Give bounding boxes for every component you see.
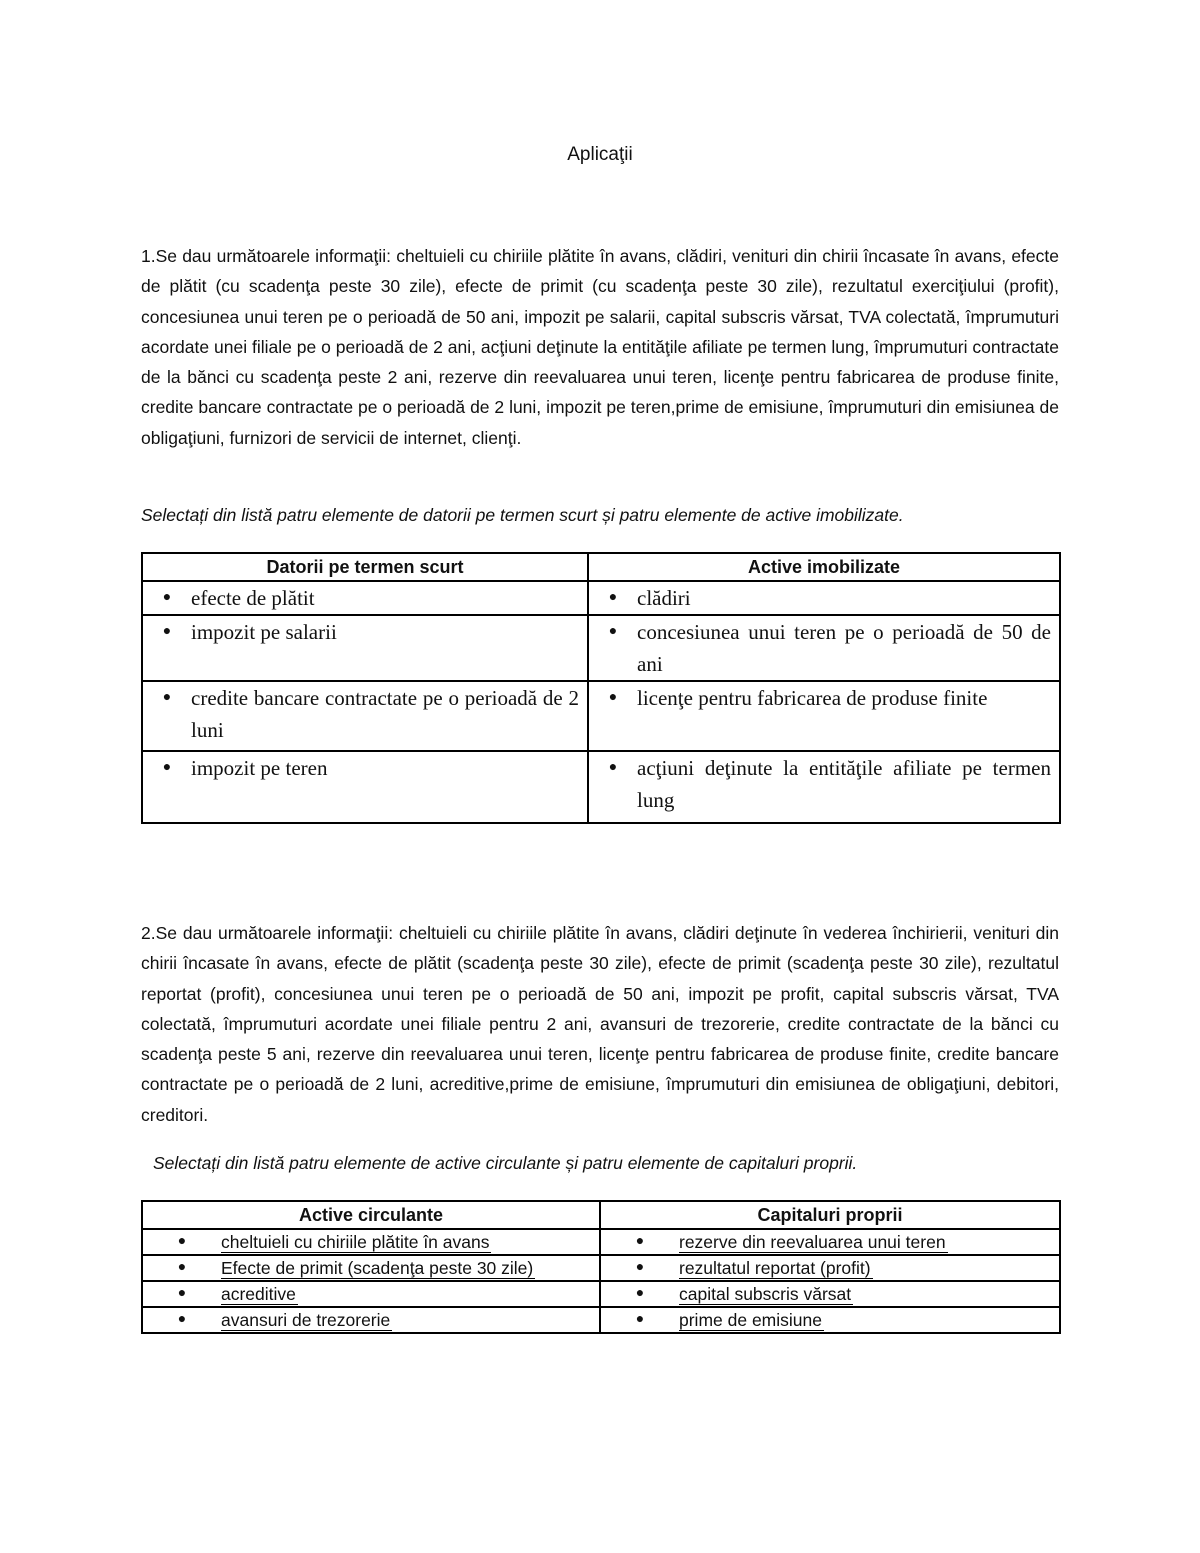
- exercise-1-table: [141, 552, 1061, 824]
- table-row: [142, 681, 1060, 751]
- table-cell: credite bancare contractate pe o perioadă de 2 luni: [191, 686, 579, 742]
- table-cell: efecte de plătit: [191, 586, 315, 610]
- table-row: [142, 581, 1060, 615]
- table-header-capitaluri-proprii: Capitaluri proprii: [600, 1201, 1060, 1229]
- bullet-icon: ●: [635, 1286, 645, 1301]
- table-cell: licenţe pentru fabricarea de produse finite: [637, 686, 988, 710]
- bullet-icon: ●: [162, 590, 172, 605]
- table-cell: impozit pe salarii: [191, 620, 337, 644]
- table-header-active-circulante: Active circulante: [142, 1201, 600, 1229]
- table-row: [142, 615, 1060, 681]
- exercise-2-instruction: Selectați din listă patru elemente de active circulante și patru elemente de capitaluri proprii.: [153, 1153, 858, 1173]
- table-cell: acţiuni deţinute la entităţile afiliate pe termen lung: [637, 756, 1051, 812]
- bullet-icon: ●: [608, 760, 618, 775]
- table-row: [142, 1307, 1060, 1333]
- table-cell: clădiri: [637, 586, 691, 610]
- bullet-icon: ●: [162, 624, 172, 639]
- bullet-icon: ●: [608, 624, 618, 639]
- bullet-icon: ●: [635, 1312, 645, 1327]
- bullet-icon: ●: [177, 1312, 187, 1327]
- table-row: [142, 1281, 1060, 1307]
- bullet-icon: ●: [177, 1286, 187, 1301]
- bullet-icon: ●: [608, 590, 618, 605]
- bullet-icon: ●: [635, 1260, 645, 1275]
- table-cell: concesiunea unui teren pe o perioadă de 50 de ani: [637, 620, 1051, 676]
- table-cell: prime de emisiune: [679, 1310, 822, 1330]
- table-cell: Efecte de primit (scadenţa peste 30 zile): [221, 1258, 534, 1278]
- table-row: [142, 751, 1060, 823]
- bullet-icon: ●: [162, 760, 172, 775]
- table-cell: impozit pe teren: [191, 756, 328, 780]
- exercise-1-instruction: Selectați din listă patru elemente de datorii pe termen scurt și patru elemente de active imobilizate.: [141, 505, 904, 525]
- bullet-icon: ●: [162, 690, 172, 705]
- table-cell: rezerve din reevaluarea unui teren: [679, 1232, 946, 1252]
- table-row: [142, 1229, 1060, 1255]
- table-row: [142, 1255, 1060, 1281]
- table-cell: rezultatul reportat (profit): [679, 1258, 871, 1278]
- exercise-2-text: 2.Se dau următoarele informaţii: cheltuieli cu chiriile plătite în avans, clădiri deţinute în vederea închirierii, venituri din chirii încasate în avans, efecte de plătit (scadenţa peste 30 zile), efecte de primit (scadenţa peste 30 zile), rezultatul reportat (profit), concesiunea unui teren pe o perioadă de 50 ani, impozit pe profit, capital subscris vărsat, TVA colectată, împrumuturi acordate unei filiale pentru 2 ani, avansuri de trezorerie, credite contractate de la bănci cu scadenţa peste 5 ani, rezerve din reevaluarea unui teren, licenţe pentru fabricarea de produse finite, credite bancare contractate pe o perioadă de 2 luni, acreditive,prime de emisiune, împrumuturi din emisiunea de obligaţiuni, debitori, creditori.: [141, 923, 1059, 1125]
- page-title: Aplicaţii: [567, 144, 633, 165]
- exercise-2-table: [141, 1200, 1061, 1334]
- table-cell: capital subscris vărsat: [679, 1284, 852, 1304]
- exercise-1-text: 1.Se dau următoarele informaţii: cheltuieli cu chiriile plătite în avans, clădiri, venituri din chirii încasate în avans, efecte de plătit (cu scadenţa peste 30 zile), efecte de primit (cu scadenţa peste 30 zile), rezultatul exerciţiului (profit), concesiunea unui teren pe o perioadă de 50 ani, impozit pe salarii, capital subscris vărsat, TVA colectată, împrumuturi acordate unei filiale pe o perioadă de 2 ani, acţiuni deţinute la entităţile afiliate pe termen lung, împrumuturi contractate de la bănci cu scadenţa peste 2 ani, rezerve din reevaluarea unui teren, licenţe pentru fabricarea de produse finite, credite bancare contractate pe o perioadă de 2 luni, impozit pe teren,prime de emisiune, împrumuturi din emisiunea de obligaţiuni, furnizori de servicii de internet, clienţi.: [141, 246, 1059, 448]
- bullet-icon: ●: [608, 690, 618, 705]
- table-header-active-imobilizate: Active imobilizate: [588, 553, 1060, 581]
- table-cell: cheltuieli cu chiriile plătite în avans: [221, 1232, 490, 1252]
- table-cell: avansuri de trezorerie: [221, 1310, 391, 1330]
- table-header-datorii: Datorii pe termen scurt: [142, 553, 588, 581]
- table-cell: acreditive: [221, 1284, 296, 1304]
- bullet-icon: ●: [635, 1234, 645, 1249]
- bullet-icon: ●: [177, 1234, 187, 1249]
- bullet-icon: ●: [177, 1260, 187, 1275]
